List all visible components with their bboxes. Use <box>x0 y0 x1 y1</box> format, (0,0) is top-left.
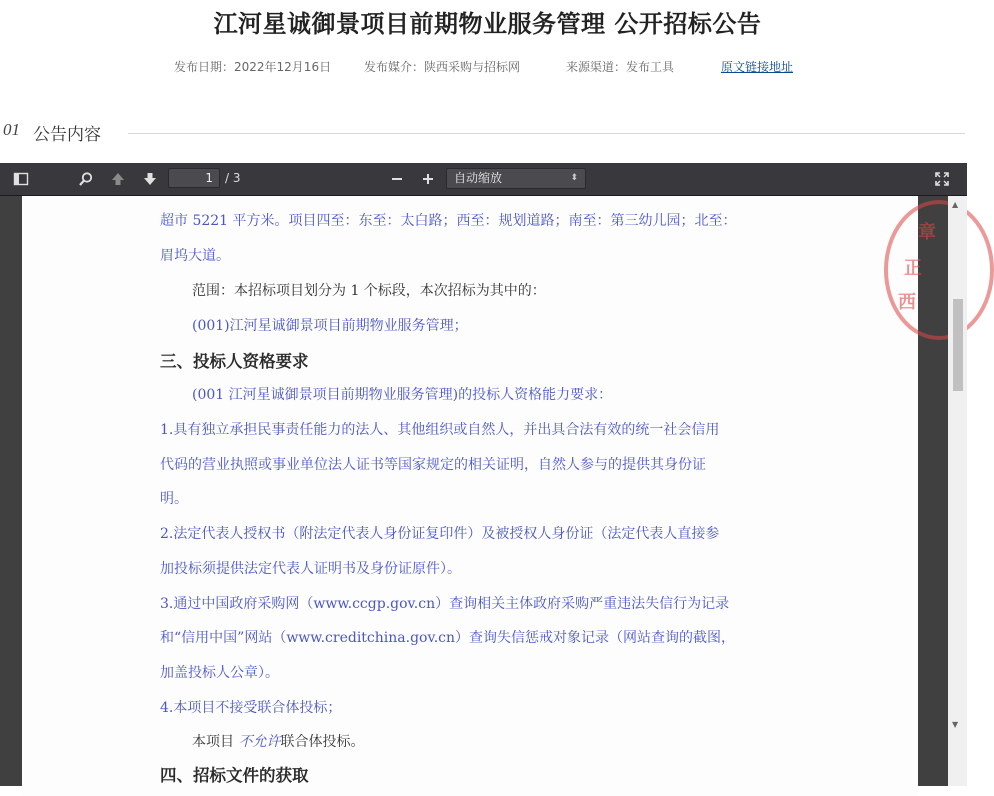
doc-heading: 三、投标人资格要求 <box>160 352 309 371</box>
publish-date: 发布日期：2022年12月16日 <box>174 60 332 74</box>
pdf-viewer <box>0 163 967 786</box>
doc-line: 加盖投标人公章）。 <box>160 665 279 681</box>
doc-line: 和“信用中国”网站（www.creditchina.gov.cn）查询失信惩戒对象记录（网站查询的截图， <box>160 630 736 646</box>
section-divider <box>128 133 965 134</box>
scroll-up-icon[interactable]: ▲ <box>952 200 959 209</box>
doc-line: 4.本项目不接受联合体投标； <box>160 700 342 716</box>
doc-line: 本项目 不允许联合体投标。 <box>192 734 365 750</box>
pdf-page <box>22 196 936 796</box>
zoom-in-icon[interactable] <box>421 171 435 187</box>
zoom-value: 自动缩放 <box>454 171 503 185</box>
pdf-toolbar <box>0 163 967 196</box>
official-seal: 西 正 章 <box>884 200 994 340</box>
section-header <box>0 119 975 145</box>
source-channel: 来源渠道：发布工具 <box>566 60 675 74</box>
scroll-thumb[interactable] <box>953 299 963 391</box>
page-number-input[interactable]: 1 <box>168 168 220 188</box>
sidebar-toggle-icon[interactable] <box>13 171 29 187</box>
doc-line: 超市 5221 平方米。项目四至：东至：太白路；西至：规划道路；南至：第三幼儿园；北至： <box>160 213 737 229</box>
page-title: 江河星诚御景项目前期物业服务管理 公开招标公告 <box>213 10 762 38</box>
original-link[interactable]: 原文链接地址 <box>721 60 794 74</box>
doc-line: 1.具有独立承担民事责任能力的法人、其他组织或自然人，并出具合法有效的统一社会信用 <box>160 422 720 438</box>
section-number: 01 <box>3 120 20 139</box>
next-page-icon[interactable] <box>142 171 158 187</box>
zoom-out-icon[interactable] <box>390 171 404 187</box>
scroll-down-icon[interactable]: ▼ <box>952 720 959 729</box>
scrollbar[interactable] <box>948 196 967 786</box>
doc-heading: 四、招标文件的获取 <box>160 766 309 785</box>
fullscreen-icon[interactable] <box>934 171 950 187</box>
doc-line: 3.通过中国政府采购网（www.ccgp.gov.cn）查询相关主体政府采购严重违法失信行为记录 <box>160 596 730 612</box>
doc-line: 范围：本招标项目划分为 1 个标段，本次招标为其中的： <box>192 283 546 299</box>
page-total: / 3 <box>225 171 241 185</box>
search-icon[interactable] <box>78 171 94 187</box>
doc-line: 2.法定代表人授权书（附法定代表人身份证复印件）及被授权人身份证（法定代表人直接参 <box>160 526 720 542</box>
doc-line: (001 江河星诚御景项目前期物业服务管理)的投标人资格能力要求： <box>192 387 613 403</box>
doc-line: (001)江河星诚御景项目前期物业服务管理； <box>192 318 468 334</box>
doc-line: 代码的营业执照或事业单位法人证书等国家规定的相关证明，自然人参与的提供其身份证 <box>160 457 706 473</box>
article-meta <box>0 58 975 76</box>
previous-page-icon[interactable] <box>110 171 126 187</box>
section-title: 公告内容 <box>33 125 101 145</box>
doc-line: 眉坞大道。 <box>160 248 230 264</box>
publish-media: 发布媒介：陕西采购与招标网 <box>364 60 521 74</box>
doc-line: 明。 <box>160 491 188 507</box>
zoom-select[interactable] <box>446 168 586 189</box>
chevron-updown-icon: ⬍ <box>570 173 578 183</box>
doc-line: 加投标须提供法定代表人证明书及身份证原件）。 <box>160 561 461 577</box>
